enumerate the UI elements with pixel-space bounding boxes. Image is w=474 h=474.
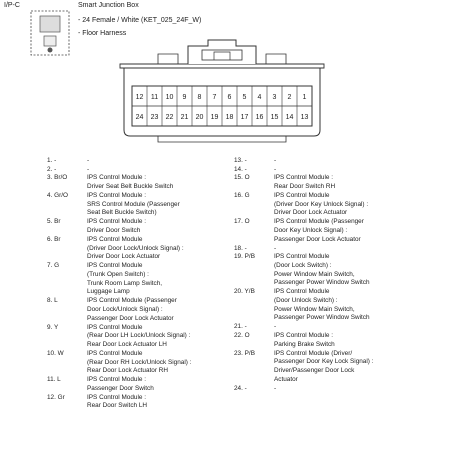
pin-description-line: Passenger Door Key Lock Signal) : bbox=[274, 358, 374, 366]
pin-number-label: 6. Br bbox=[47, 235, 61, 243]
pin-description-line: - bbox=[274, 384, 277, 392]
pin-number-label: 1. - bbox=[47, 157, 57, 164]
pin-number-22: 22 bbox=[165, 114, 174, 121]
pin-description-line: IPS Control Module (Passenger bbox=[274, 218, 364, 226]
pin-description-line: Driver Door Switch bbox=[87, 227, 141, 234]
connector-code: I/P-C bbox=[4, 2, 20, 9]
pin-description-line: Rear Door Lock Actuator RH bbox=[87, 367, 168, 375]
pin-number-21: 21 bbox=[180, 114, 189, 121]
pin-description-line: IPS Control Module bbox=[274, 288, 330, 296]
pin-description-line: IPS Control Module bbox=[87, 262, 143, 270]
pin-description-line: SRS Control Module (Passenger bbox=[87, 200, 180, 208]
pin-description-line: Actuator bbox=[274, 375, 298, 383]
pin-description-line: (Driver Door Lock/Unlock Signal) : bbox=[87, 244, 184, 252]
pin-description-line: IPS Control Module bbox=[87, 235, 143, 243]
pin-description-line: Seat Belt Buckle Switch) bbox=[87, 209, 157, 217]
pin-number-20: 20 bbox=[195, 114, 204, 121]
pin-description-line: (Door Unlock Switch) : bbox=[274, 297, 338, 304]
pin-number-3: 3 bbox=[272, 94, 277, 101]
connector-title: Smart Junction Box bbox=[78, 2, 139, 9]
pin-description-line: Rear Door Switch LH bbox=[87, 402, 148, 410]
pin-description-line: - bbox=[274, 165, 277, 173]
pin-description-line: Trunk Room Lamp Switch, bbox=[87, 279, 163, 287]
pin-description-line: Driver Door Lock Actuator bbox=[87, 253, 161, 261]
pin-number-label: 9. Y bbox=[47, 323, 59, 331]
pin-description-line: (Door Lock Switch) : bbox=[274, 262, 332, 269]
pin-description-line: IPS Control Module bbox=[274, 253, 330, 261]
pin-number-1: 1 bbox=[302, 94, 307, 101]
pin-description-line: IPS Control Module bbox=[87, 323, 143, 331]
pin-number-5: 5 bbox=[242, 94, 247, 101]
pin-number-15: 15 bbox=[270, 114, 279, 121]
pin-description-line: (Rear Door RH Lock/Unlock Signal) : bbox=[87, 358, 192, 366]
pin-description-line: - bbox=[274, 157, 277, 164]
pin-description-line: - bbox=[274, 244, 277, 252]
pin-number-23: 23 bbox=[150, 114, 159, 121]
connector-type: - 24 Female / White (KET_025_24F_W) bbox=[78, 17, 202, 24]
pin-description-line: Door Lock/Unlock Signal) : bbox=[87, 305, 163, 313]
pin-description-line: Rear Door Switch RH bbox=[274, 183, 336, 191]
pin-description-line: - bbox=[274, 323, 277, 331]
pin-number-17: 17 bbox=[240, 114, 249, 121]
pin-description-line: Driver/Passenger Door Lock bbox=[274, 367, 355, 374]
pin-description-line: IPS Control Module bbox=[274, 192, 330, 199]
pin-number-16: 16 bbox=[255, 114, 264, 121]
pin-description-line: IPS Control Module : bbox=[87, 174, 146, 182]
pin-number-11: 11 bbox=[150, 94, 159, 101]
pin-description-line: IPS Control Module : bbox=[87, 218, 146, 226]
pin-number-12: 12 bbox=[135, 94, 144, 101]
pin-number-label: 5. Br bbox=[47, 218, 61, 226]
pin-description-line: Driver Door Lock Actuator bbox=[274, 209, 348, 217]
pin-description-line: Passenger Door Lock Actuator bbox=[274, 235, 361, 243]
pin-description-line: IPS Control Module : bbox=[87, 393, 146, 401]
pin-number-label: 23. P/B bbox=[234, 349, 255, 357]
pin-number-label: 3. Br/O bbox=[47, 174, 68, 182]
pin-number-14: 14 bbox=[285, 114, 294, 121]
pin-number-label: 18. - bbox=[234, 244, 247, 252]
pin-description-line: IPS Control Module : bbox=[274, 174, 333, 182]
pin-description-line: (Rear Door LH Lock/Unlock Signal) : bbox=[87, 332, 191, 340]
pin-number-9: 9 bbox=[182, 94, 187, 101]
pin-number-label: 8. L bbox=[47, 297, 58, 305]
pin-number-label: 15. O bbox=[234, 174, 250, 182]
pin-number-10: 10 bbox=[165, 94, 174, 101]
pin-number-8: 8 bbox=[197, 94, 202, 101]
pin-description-line: IPS Control Module : bbox=[274, 332, 333, 339]
pin-description-line: (Trunk Open Switch) : bbox=[87, 270, 149, 278]
pin-description-line: Luggage Lamp bbox=[87, 288, 130, 296]
pin-number-18: 18 bbox=[225, 114, 234, 121]
harness-name: - Floor Harness bbox=[78, 30, 127, 37]
pin-number-label: 4. Gr/O bbox=[47, 192, 68, 199]
pin-number-label: 20. Y/B bbox=[234, 288, 255, 296]
pin-number-label: 17. O bbox=[234, 218, 250, 226]
pin-number-label: 24. - bbox=[234, 384, 247, 392]
pin-description-line: - bbox=[87, 165, 90, 173]
pin-number-label: 11. L bbox=[47, 376, 61, 384]
pin-number-label: 13. - bbox=[234, 157, 247, 164]
pin-number-19: 19 bbox=[210, 114, 219, 121]
pin-number-label: 7. G bbox=[47, 262, 60, 270]
pin-description-line: Power Window Main Switch, bbox=[274, 270, 355, 278]
pin-number-6: 6 bbox=[227, 94, 232, 101]
pin-number-label: 14. - bbox=[234, 165, 247, 173]
pin-description-line: (Driver Door Key Unlock Signal) : bbox=[274, 200, 369, 208]
pin-description-line: IPS Control Module : bbox=[87, 376, 146, 384]
pin-number-7: 7 bbox=[212, 94, 217, 101]
pin-description-line: Door Key Unlock Signal) : bbox=[274, 227, 348, 234]
pin-description-line: IPS Control Module (Driver/ bbox=[274, 349, 353, 357]
pin-description-line: IPS Control Module bbox=[87, 349, 143, 357]
pin-description-line: Rear Door Lock Actuator LH bbox=[87, 340, 167, 348]
pin-number-4: 4 bbox=[257, 94, 262, 101]
pin-number-label: 21. - bbox=[234, 323, 247, 331]
pin-number-2: 2 bbox=[287, 94, 292, 101]
pin-description-line: Passenger Door Switch bbox=[87, 384, 154, 392]
pin-number-label: 10. W bbox=[47, 349, 64, 357]
pin-description-line: IPS Control Module : bbox=[87, 192, 146, 199]
pin-description-line: Power Window Main Switch, bbox=[274, 305, 355, 313]
pin-description-line: Driver Seat Belt Buckle Switch bbox=[87, 183, 174, 191]
pin-number-13: 13 bbox=[300, 114, 309, 121]
pin-number-label: 16. G bbox=[234, 192, 250, 199]
pin-number-label: 22. O bbox=[234, 332, 250, 339]
pin-description-line: Passenger Power Window Switch bbox=[274, 314, 370, 322]
pin-number-label: 19. P/B bbox=[234, 253, 255, 261]
pin-description-line: IPS Control Module (Passenger bbox=[87, 297, 177, 305]
pin-number-label: 12. Gr bbox=[47, 393, 65, 401]
pin-description-line: - bbox=[87, 157, 90, 164]
pin-description-line: Passenger Door Lock Actuator bbox=[87, 314, 174, 322]
pin-description-line: Parking Brake Switch bbox=[274, 340, 335, 348]
pin-number-24: 24 bbox=[135, 114, 144, 121]
pin-number-label: 2. - bbox=[47, 165, 57, 173]
pin-description-line: Passenger Power Window Switch bbox=[274, 279, 370, 287]
